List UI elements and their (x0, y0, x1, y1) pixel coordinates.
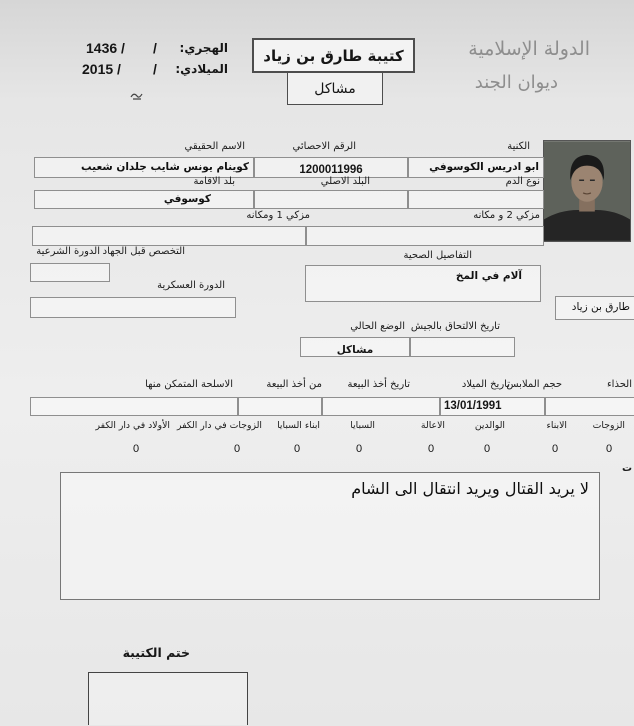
birth-date-label: تاريخ الميلاد (461, 379, 510, 390)
pledge-taker-label: من أخذ البيعة (266, 379, 322, 390)
family-value-captives-children: 0 (293, 443, 301, 455)
family-value-children-abroad: 0 (132, 443, 140, 455)
blood-type-label: نوع الدم (505, 176, 540, 187)
gregorian-year: 2015 / (82, 61, 121, 77)
specialty-before-jihad-label: التخصص قبل الجهاد (102, 246, 185, 257)
hijri-separator: / (153, 40, 157, 56)
logo-line2: ديوان الجند (474, 72, 558, 93)
current-status-label: الوضع الحالي (350, 321, 405, 332)
kunya-value: ابو ادريس الكوسوفي (429, 161, 539, 173)
real-name-field (34, 157, 254, 178)
current-status-field (300, 337, 410, 357)
country-of-residence-value: كوسوفي (163, 193, 211, 205)
referee-2-label: مزكي 2 و مكانه (473, 210, 540, 221)
family-label-dependents: الاعالة (420, 420, 445, 431)
kunya-field (408, 157, 544, 178)
birth-date-value: 13/01/1991 (444, 400, 502, 412)
notes-text: لا يريد القتال ويريد انتقال الى الشام (351, 479, 589, 498)
family-label-wives-abroad: الزوجات في دار الكفر (176, 420, 262, 431)
sharia-course-field (30, 263, 110, 282)
logo-line1: الدولة الإسلامية (468, 38, 590, 60)
family-label-parents: الوالدين (474, 420, 505, 431)
battalion-title: كتيبة طارق بن زياد (263, 47, 404, 65)
family-value-children: 0 (551, 443, 559, 455)
family-label-wives: الزوجات (592, 420, 625, 431)
current-status-value: مشاكل (336, 344, 374, 356)
clothes-size-label: حجم الملابس (506, 379, 562, 390)
statistical-number-field (254, 157, 408, 178)
pledge-date-label: تاريخ أخذ البيعة (347, 379, 410, 390)
family-value-wives: 0 (605, 443, 613, 455)
country-of-residence-label: بلد الاقامة (193, 176, 235, 187)
family-value-parents: 0 (483, 443, 491, 455)
notes-label-fragment: ت (621, 463, 632, 474)
small-mark-icon (130, 86, 144, 105)
health-details-label: التفاصيل الصحية (403, 250, 472, 261)
health-details-value: آلام في المخ (455, 270, 522, 282)
side-battalion-box (555, 296, 634, 320)
statistical-number-value: 1200011996 (299, 164, 363, 176)
portrait-photo (543, 140, 631, 242)
family-label-children: الابناء (546, 420, 567, 431)
weapons-field (30, 397, 238, 416)
military-course-field (30, 297, 236, 318)
notes-field (60, 472, 600, 600)
country-of-origin-label: البلد الاصلي (320, 176, 370, 187)
stamp-box (88, 672, 248, 725)
referee-1-field (32, 226, 306, 246)
weapons-label: الاسلحة المتمكن منها (145, 379, 233, 390)
battalion-status-box (287, 72, 383, 105)
military-course-label: الدورة العسكرية (157, 280, 225, 291)
family-value-wives-abroad: 0 (233, 443, 241, 455)
health-details-field (305, 265, 541, 302)
battalion-title-box (252, 38, 415, 73)
blood-type-field (408, 190, 544, 209)
real-name-value: كوينام يونس شايب جلدان شعيب (81, 161, 249, 173)
enlistment-date-label: تاريخ الالتحاق بالجيش (410, 321, 500, 332)
referee-1-label: مزكي 1 ومكانه (246, 210, 310, 221)
family-label-captives-children: ابناء السبايا (277, 420, 320, 431)
pledge-taker-field (238, 397, 322, 416)
country-of-origin-field (254, 190, 408, 209)
side-battalion-value: طارق بن زياد (571, 301, 630, 313)
referee-2-field (306, 226, 544, 246)
real-name-label: الاسم الحقيقي (184, 141, 245, 152)
hijri-label: الهجري: (179, 41, 228, 55)
kunya-label: الكنية (507, 141, 530, 152)
shoe-label: الحذاء (606, 379, 632, 390)
enlistment-date-field (410, 337, 515, 357)
gregorian-separator: / (153, 61, 157, 77)
clothes-size-field (545, 397, 634, 416)
gregorian-label: الميلادي: (175, 62, 228, 76)
family-label-children-abroad: الأولاد في دار الكفر (95, 420, 170, 431)
battalion-status: مشاكل (314, 81, 356, 97)
family-value-dependents: 0 (427, 443, 435, 455)
family-label-captives: السبايا (350, 420, 375, 431)
hijri-year: 1436 / (86, 40, 125, 56)
country-of-residence-field (34, 190, 254, 209)
stamp-label: ختم الكتيبة (122, 645, 190, 660)
statistical-number-label: الرقم الاحصائي (292, 141, 356, 152)
sharia-course-label: الدورة الشرعية (36, 246, 100, 257)
birth-date-field (440, 397, 545, 416)
family-value-captives: 0 (355, 443, 363, 455)
pledge-date-field (322, 397, 440, 416)
